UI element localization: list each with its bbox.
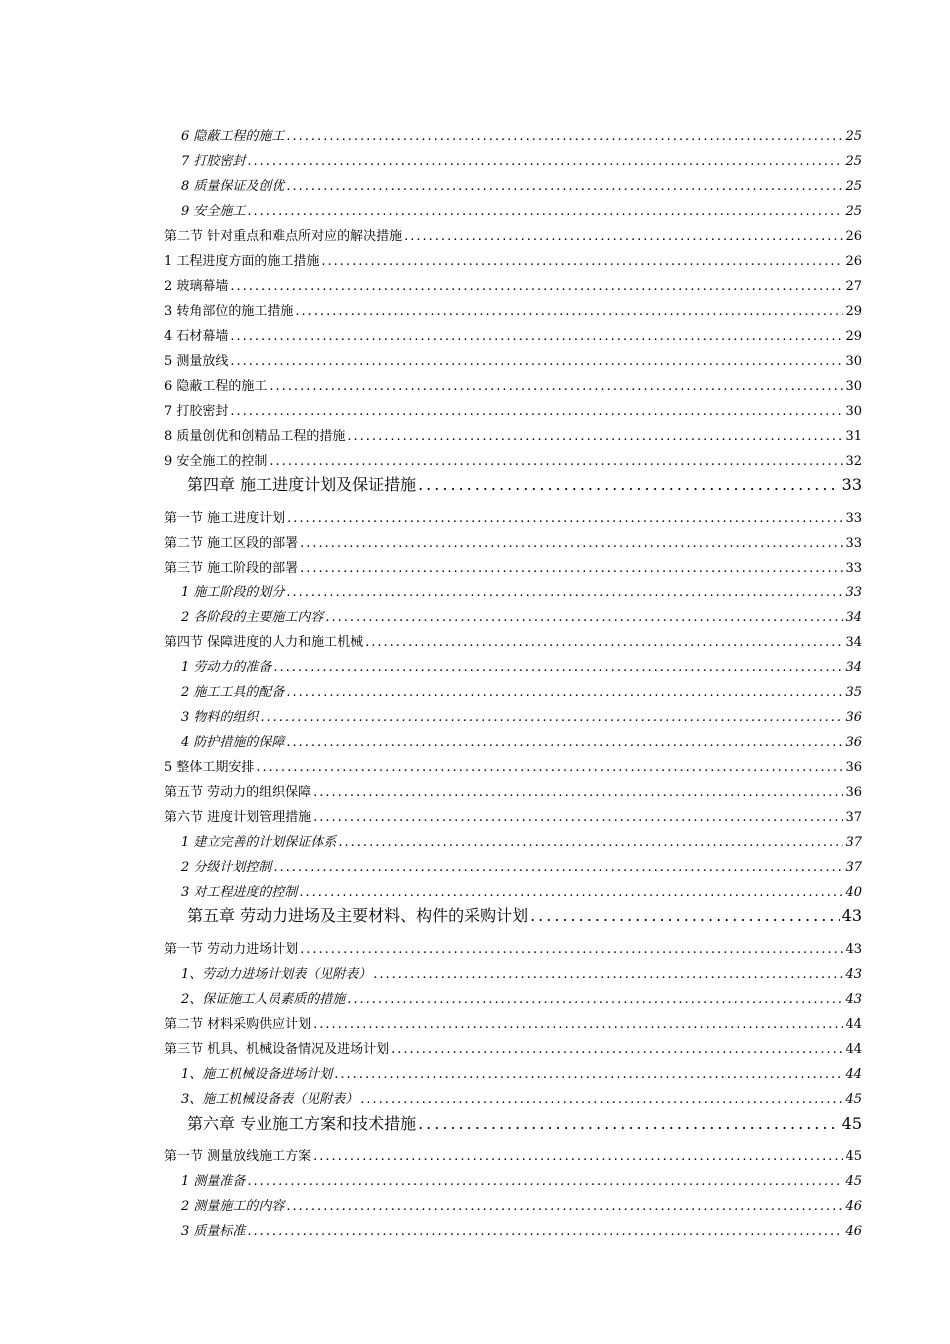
toc-leader-dots: [247, 203, 843, 221]
toc-leader-dots: [286, 584, 843, 602]
toc-entry-title: 3、施工机械设备表（见附表）: [181, 1092, 359, 1107]
toc-entry-title: 第四章 施工进度计划及保证措施: [187, 475, 417, 494]
toc-leader-dots: [325, 609, 843, 627]
toc-entry-page: 31: [845, 429, 862, 444]
toc-entry-page: 45: [845, 1092, 862, 1107]
toc-entry-page: 43: [845, 992, 862, 1007]
toc-entry[interactable]: [164, 510, 862, 528]
toc-entry-page: 37: [845, 835, 862, 850]
toc-entry-page: 32: [845, 454, 862, 469]
toc-leader-dots: [230, 278, 843, 296]
toc-entry[interactable]: [181, 684, 862, 702]
toc-leader-dots: [313, 784, 843, 802]
toc-entry-title: 第一节 测量放线施工方案: [164, 1149, 312, 1164]
toc-entry[interactable]: [164, 784, 862, 802]
toc-entry-page: 45: [845, 1149, 862, 1164]
toc-entry-page: 33: [845, 561, 862, 576]
toc-leader-dots: [404, 228, 843, 246]
toc-chapter-entry[interactable]: [187, 474, 862, 496]
toc-entry-title: 第四节 保障进度的人力和施工机械: [164, 635, 364, 650]
toc-entry-page: 43: [845, 967, 862, 982]
toc-entry[interactable]: [164, 634, 862, 652]
toc-leader-dots: [286, 178, 843, 196]
toc-leader-dots: [247, 1173, 843, 1191]
toc-entry[interactable]: [181, 178, 862, 196]
toc-entry-page: 36: [845, 785, 862, 800]
toc-leader-dots: [347, 991, 843, 1009]
toc-entry-title: 第六节 进度计划管理措施: [164, 810, 312, 825]
toc-entry-title: 第一节 劳动力进场计划: [164, 942, 299, 957]
toc-leader-dots: [247, 1223, 843, 1241]
toc-entry-page: 45: [845, 1174, 862, 1189]
toc-leader-dots: [334, 1066, 843, 1084]
toc-entry-title: 8 质量创优和创精品工程的措施: [164, 429, 346, 444]
toc-entry-title: 3 转角部位的施工措施: [164, 304, 294, 319]
toc-entry[interactable]: [164, 278, 862, 296]
toc-entry[interactable]: [181, 1091, 862, 1109]
toc-entry-page: 29: [845, 304, 862, 319]
toc-entry-title: 6 隐蔽工程的施工: [181, 129, 285, 144]
toc-leader-dots: [269, 453, 843, 471]
toc-leader-dots: [287, 510, 843, 528]
toc-entry-page: 44: [845, 1017, 862, 1032]
toc-entry[interactable]: [181, 1198, 862, 1216]
toc-leader-dots: [230, 353, 843, 371]
toc-entry-title: 8 质量保证及创优: [181, 179, 285, 194]
toc-entry-title: 7 打胶密封: [164, 404, 229, 419]
toc-entry-page: 25: [845, 154, 862, 169]
toc-leader-dots: [313, 1016, 843, 1034]
toc-entry-page: 46: [845, 1224, 862, 1239]
toc-entry[interactable]: [164, 453, 862, 471]
toc-entry[interactable]: [181, 859, 862, 877]
toc-entry-title: 1 劳动力的准备: [181, 660, 272, 675]
toc-entry-title: 9 安全施工: [181, 204, 246, 219]
toc-entry[interactable]: [164, 1016, 862, 1034]
toc-leader-dots: [360, 1091, 843, 1109]
toc-entry-title: 第一节 施工进度计划: [164, 511, 286, 526]
toc-entry[interactable]: [164, 353, 862, 371]
toc-entry-page: 33: [845, 585, 862, 600]
toc-entry-page: 44: [845, 1067, 862, 1082]
toc-entry[interactable]: [181, 991, 862, 1009]
toc-entry-page: 25: [845, 179, 862, 194]
toc-entry-page: 30: [845, 404, 862, 419]
toc-entry-page: 25: [845, 129, 862, 144]
toc-entry-page: 25: [845, 204, 862, 219]
toc-entry-page: 44: [845, 1042, 862, 1057]
toc-entry-page: 36: [845, 710, 862, 725]
toc-entry[interactable]: [181, 659, 862, 677]
toc-entry[interactable]: [164, 1148, 862, 1166]
toc-entry-title: 第三节 施工阶段的部署: [164, 561, 299, 576]
toc-entry-title: 4 防护措施的保障: [181, 735, 285, 750]
toc-entry-title: 1 工程进度方面的施工措施: [164, 254, 320, 269]
toc-entry-title: 6 隐蔽工程的施工: [164, 379, 268, 394]
toc-entry-title: 2 测量施工的内容: [181, 1199, 285, 1214]
toc-leader-dots: [256, 759, 843, 777]
toc-entry-title: 2 玻璃幕墙: [164, 279, 229, 294]
toc-entry[interactable]: [164, 941, 862, 959]
toc-entry[interactable]: [181, 203, 862, 221]
toc-entry-title: 9 安全施工的控制: [164, 454, 268, 469]
toc-entry-page: 33: [841, 475, 862, 494]
toc-leader-dots: [338, 834, 843, 852]
toc-leader-dots: [295, 303, 843, 321]
toc-entry-page: 36: [845, 760, 862, 775]
toc-entry[interactable]: [181, 834, 862, 852]
toc-entry-title: 3 物料的组织: [181, 710, 259, 725]
toc-leader-dots: [313, 809, 843, 827]
toc-leader-dots: [418, 474, 840, 496]
toc-entry[interactable]: [181, 966, 862, 984]
toc-entry-title: 第五节 劳动力的组织保障: [164, 785, 312, 800]
toc-entry-page: 36: [845, 735, 862, 750]
toc-entry-title: 第五章 劳动力进场及主要材料、构件的采购计划: [187, 906, 529, 925]
toc-entry[interactable]: [181, 153, 862, 171]
toc-entry-title: 第二节 材料采购供应计划: [164, 1017, 312, 1032]
toc-entry-title: 第三节 机具、机械设备情况及进场计划: [164, 1042, 390, 1057]
toc-leader-dots: [230, 403, 843, 421]
toc-leader-dots: [373, 966, 843, 984]
toc-leader-dots: [260, 709, 843, 727]
toc-entry[interactable]: [164, 403, 862, 421]
toc-entry-title: 2、保证施工人员素质的措施: [181, 992, 346, 1007]
toc-chapter-entry[interactable]: [187, 1113, 862, 1135]
toc-entry-page: 34: [845, 610, 862, 625]
toc-entry-title: 第二节 施工区段的部署: [164, 536, 299, 551]
toc-entry-title: 2 分级计划控制: [181, 860, 272, 875]
toc-entry-title: 7 打胶密封: [181, 154, 246, 169]
toc-entry-page: 35: [845, 685, 862, 700]
toc-entry[interactable]: [181, 1066, 862, 1084]
toc-entry[interactable]: [181, 128, 862, 146]
toc-entry-page: 34: [845, 635, 862, 650]
toc-leader-dots: [530, 905, 840, 927]
toc-entry[interactable]: [164, 759, 862, 777]
toc-entry[interactable]: [164, 303, 862, 321]
toc-leader-dots: [286, 128, 843, 146]
toc-entry-title: 3 对工程进度的控制: [181, 885, 298, 900]
toc-entry-title: 第二节 针对重点和难点所对应的解决措施: [164, 229, 403, 244]
toc-entry[interactable]: [164, 328, 862, 346]
toc-leader-dots: [273, 659, 843, 677]
toc-entry-page: 26: [845, 254, 862, 269]
toc-entry-page: 37: [845, 810, 862, 825]
toc-entry-title: 5 测量放线: [164, 354, 229, 369]
toc-leader-dots: [286, 1198, 843, 1216]
toc-entry[interactable]: [181, 734, 862, 752]
toc-entry[interactable]: [181, 1223, 862, 1241]
toc-chapter-entry[interactable]: [187, 905, 862, 927]
toc-entry-title: 1 测量准备: [181, 1174, 246, 1189]
toc-entry[interactable]: [164, 535, 862, 553]
toc-entry-page: 33: [845, 511, 862, 526]
toc-entry-title: 5 整体工期安排: [164, 760, 255, 775]
toc-entry-page: 26: [845, 229, 862, 244]
toc-leader-dots: [321, 253, 843, 271]
toc-entry[interactable]: [181, 884, 862, 902]
toc-leader-dots: [230, 328, 843, 346]
toc-entry-page: 45: [841, 1114, 862, 1133]
toc-entry-page: 27: [845, 279, 862, 294]
toc-entry-page: 33: [845, 536, 862, 551]
toc-leader-dots: [300, 560, 843, 578]
toc-entry[interactable]: [181, 609, 862, 627]
toc-entry-page: 43: [841, 906, 862, 925]
toc-entry-title: 1、施工机械设备进场计划: [181, 1067, 333, 1082]
toc-leader-dots: [418, 1113, 840, 1135]
toc-entry-page: 30: [845, 354, 862, 369]
toc-entry-title: 2 各阶段的主要施工内容: [181, 610, 324, 625]
toc-entry-page: 40: [845, 885, 862, 900]
toc-entry-title: 2 施工工具的配备: [181, 685, 285, 700]
toc-entry-page: 43: [845, 942, 862, 957]
toc-leader-dots: [286, 734, 843, 752]
toc-leader-dots: [365, 634, 843, 652]
toc-entry[interactable]: [164, 809, 862, 827]
toc-entry-page: 29: [845, 329, 862, 344]
toc-entry[interactable]: [164, 560, 862, 578]
toc-entry-title: 1 建立完善的计划保证体系: [181, 835, 337, 850]
toc-entry[interactable]: [181, 1173, 862, 1191]
toc-leader-dots: [273, 859, 843, 877]
toc-entry-title: 1 施工阶段的划分: [181, 585, 285, 600]
toc-entry-title: 第六章 专业施工方案和技术措施: [187, 1114, 417, 1133]
toc-leader-dots: [247, 153, 843, 171]
toc-entry-title: 4 石材幕墙: [164, 329, 229, 344]
toc-entry-page: 46: [845, 1199, 862, 1214]
toc-entry-page: 34: [845, 660, 862, 675]
toc-entry[interactable]: [164, 253, 862, 271]
toc-leader-dots: [313, 1148, 843, 1166]
toc-leader-dots: [347, 428, 843, 446]
toc-entry-page: 30: [845, 379, 862, 394]
toc-entry[interactable]: [181, 709, 862, 727]
toc-entry[interactable]: [164, 1041, 862, 1059]
toc-entry[interactable]: [164, 378, 862, 396]
toc-leader-dots: [299, 884, 843, 902]
toc-entry[interactable]: [181, 584, 862, 602]
toc-entry[interactable]: [164, 228, 862, 246]
toc-leader-dots: [286, 684, 843, 702]
toc-entry-title: 1、劳动力进场计划表（见附表）: [181, 967, 372, 982]
toc-entry-page: 37: [845, 860, 862, 875]
toc-entry-title: 3 质量标准: [181, 1224, 246, 1239]
toc-entry[interactable]: [164, 428, 862, 446]
toc-leader-dots: [269, 378, 843, 396]
toc-leader-dots: [300, 535, 843, 553]
toc-leader-dots: [300, 941, 843, 959]
toc-leader-dots: [391, 1041, 843, 1059]
